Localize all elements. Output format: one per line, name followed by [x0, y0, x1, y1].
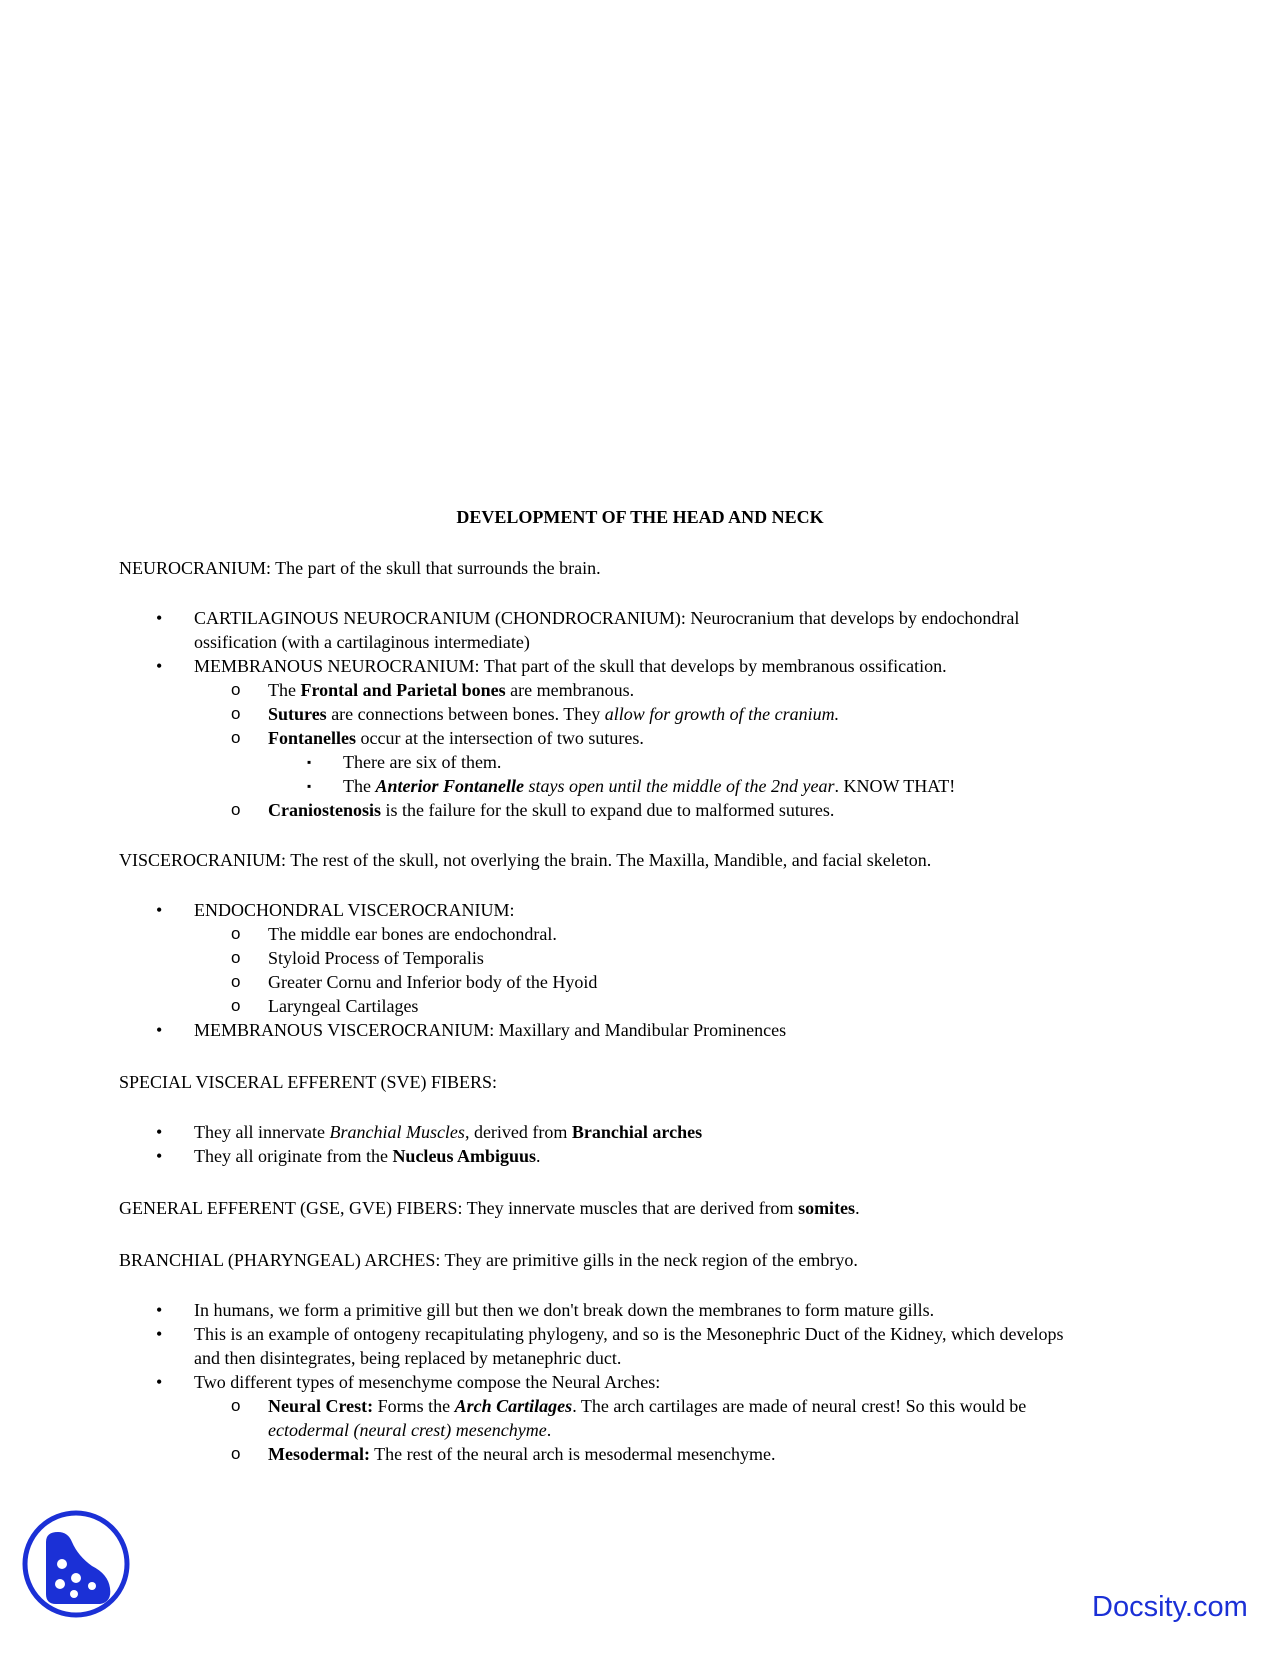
circle-marker: o: [231, 948, 241, 967]
bullet-marker: •: [156, 1372, 163, 1392]
neurocranium-heading: NEUROCRANIUM: The part of the skull that surrounds the brain.: [119, 558, 601, 578]
circle-marker: o: [231, 924, 241, 943]
square-marker: ▪: [307, 779, 312, 793]
branchial-heading: BRANCHIAL (PHARYNGEAL) ARCHES: They are primitive gills in the neck region of the embryo.: [119, 1250, 858, 1270]
primitive-gill-item: In humans, we form a primitive gill but then we don't break down the membranes to form mature gills.: [194, 1300, 935, 1320]
square-marker: ▪: [307, 755, 312, 769]
circle-marker: o: [231, 972, 241, 991]
neural-crest-item-line1: Neural Crest: Forms the Arch Cartilages. The arch cartilages are made of neural crest! So this would be: [268, 1396, 1027, 1416]
circle-marker: o: [231, 1396, 241, 1415]
document-title: DEVELOPMENT OF THE HEAD AND NECK: [456, 507, 824, 527]
membranous-viscerocranium: MEMBRANOUS VISCEROCRANIUM: Maxillary and Mandibular Prominences: [194, 1020, 787, 1040]
circle-marker: o: [231, 1444, 241, 1463]
bullet-marker: •: [156, 900, 163, 920]
middle-ear-item: The middle ear bones are endochondral.: [268, 924, 557, 944]
anterior-fontanelle-item: The Anterior Fontanelle stays open until the middle of the 2nd year. KNOW THAT!: [343, 776, 956, 796]
styloid-item: Styloid Process of Temporalis: [268, 948, 484, 968]
circle-marker: o: [231, 800, 241, 819]
gse-paragraph: GENERAL EFFERENT (GSE, GVE) FIBERS: They innervate muscles that are derived from somites.: [119, 1198, 860, 1218]
six-fontanelles-item: There are six of them.: [343, 752, 502, 772]
circle-marker: o: [231, 704, 241, 723]
sutures-item: Sutures are connections between bones. They allow for growth of the cranium.: [268, 704, 840, 724]
sve-originate-item: They all originate from the Nucleus Ambiguus.: [194, 1146, 541, 1166]
bullet-marker: •: [156, 1300, 163, 1320]
mesodermal-item: Mesodermal: The rest of the neural arch is mesodermal mesenchyme.: [268, 1444, 776, 1464]
laryngeal-item: Laryngeal Cartilages: [268, 996, 419, 1016]
ontogeny-item-line1: This is an example of ontogeny recapitulating phylogeny, and so is the Mesonephric Duct of the Kidney, which develops: [194, 1324, 1064, 1344]
circle-marker: o: [231, 728, 241, 747]
fontanelles-item: Fontanelles occur at the intersection of two sutures.: [268, 728, 644, 748]
bullet-marker: •: [156, 1122, 163, 1142]
hyoid-item: Greater Cornu and Inferior body of the Hyoid: [268, 972, 598, 992]
mesenchyme-types-item: Two different types of mesenchyme compose the Neural Arches:: [194, 1372, 661, 1392]
circle-marker: o: [231, 680, 241, 699]
docsity-logo-svg: [20, 1508, 132, 1620]
bullet-marker: •: [156, 1020, 163, 1040]
bullet-marker: •: [156, 608, 163, 628]
cartilaginous-neurocranium-line2: ossification (with a cartilaginous intermediate): [194, 632, 530, 652]
sve-innervate-item: They all innervate Branchial Muscles, derived from Branchial arches: [194, 1122, 703, 1142]
membranous-neurocranium: MEMBRANOUS NEUROCRANIUM: That part of the skull that develops by membranous ossification.: [194, 656, 947, 676]
neural-crest-item-line2: ectodermal (neural crest) mesenchyme.: [268, 1420, 552, 1440]
bullet-marker: •: [156, 656, 163, 676]
viscerocranium-heading: VISCEROCRANIUM: The rest of the skull, not overlying the brain. The Maxilla, Mandible, and facial skeleton.: [119, 850, 932, 870]
bullet-marker: •: [156, 1146, 163, 1166]
docsity-brand-link[interactable]: Docsity.com: [1092, 1591, 1248, 1623]
circle-marker: o: [231, 996, 241, 1015]
sve-heading: SPECIAL VISCERAL EFFERENT (SVE) FIBERS:: [119, 1072, 498, 1092]
bullet-marker: •: [156, 1324, 163, 1344]
ontogeny-item-line2: and then disintegrates, being replaced by metanephric duct.: [194, 1348, 622, 1368]
endochondral-viscerocranium: ENDOCHONDRAL VISCEROCRANIUM:: [194, 900, 515, 920]
docsity-logo-icon[interactable]: [20, 1508, 132, 1620]
frontal-parietal-item: The Frontal and Parietal bones are membranous.: [268, 680, 635, 700]
craniostenosis-item: Craniostenosis is the failure for the skull to expand due to malformed sutures.: [268, 800, 835, 820]
cartilaginous-neurocranium-line1: CARTILAGINOUS NEUROCRANIUM (CHONDROCRANIUM): Neurocranium that develops by endochondral: [194, 608, 1020, 628]
